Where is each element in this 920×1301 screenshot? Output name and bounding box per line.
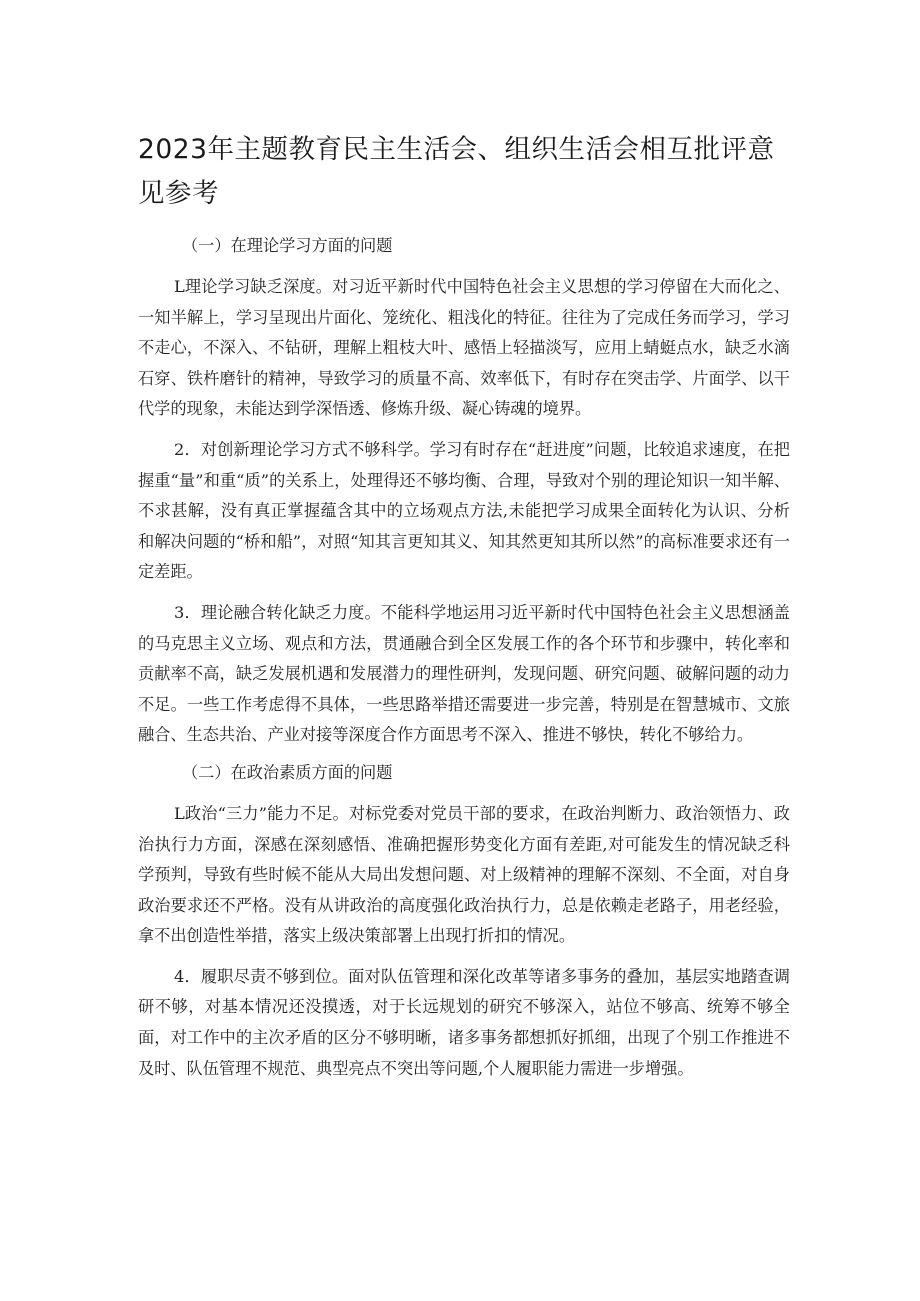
paragraph: 4．履职尽责不够到位。面对队伍管理和深化改革等诸多事务的叠加，基层实地踏查调研不够，对基本情况还没摸透，对于长远规划的研究不够深入，站位不够高、统筹不够全面，对工作中的主次矛盾的区分不够明晰，诸多事务都想抓好抓细，出现了个别工作推进不及时、队伍管理不规范、典型亮点不突出等问题,个人履职能力需进一步增强。 [138,966,790,1078]
section-heading: （一）在理论学习方面的问题 [182,236,393,255]
document-title: 2023年主题教育民主生活会、组织生活会相互批评意见参考 [138,134,775,209]
section-political-quality [138,761,790,1084]
paragraph: L理论学习缺乏深度。对习近平新时代中国特色社会主义思想的学习停留在大而化之、一知半解上，学习呈现出片面化、笼统化、粗浅化的特征。往往为了完成任务而学习，学习不走心，不深入、不钻研，理解上粗枝大叶、感悟上轻描淡写，应用上蜻蜓点水，缺乏水滴石穿、铁杵磨针的精神，导致学习的质量不高、效率低下，有时存在突击学、片面学、以干代学的现象，未能达到学深悟透、修炼升级、凝心铸魂的境界。 [138,277,790,419]
section-theory-study [138,234,790,751]
document-page [138,128,790,1094]
paragraph: L政治“三力”能力不足。对标党委对党员干部的要求，在政治判断力、政治领悟力、政治执行力方面，深感在深刻感悟、准确把握形势变化方面有差距,对可能发生的情况缺乏科学预判，导致有些时候不能从大局出发想问题、对上级精神的理解不深刻、不全面，对自身政治要求还不严格。没有从讲政治的高度强化政治执行力，总是依赖走老路子，用老经验，拿不出创造性举措，落实上级决策部署上出现打折扣的情况。 [138,803,790,946]
paragraph: 2．对创新理论学习方式不够科学。学习有时存在“赶进度”问题，比较追求速度，在把握重“量”和重“质”的关系上，处理得还不够均衡、合理，导致对个别的理论知识一知半解、不求甚解，没有真正掌握蕴含其中的立场观点方法,未能把学习成果全面转化为认识、分析和解决问题的“桥和船”，对照“知其言更知其义、知其然更知其所以然”的高标准要求还有一定差距。 [138,439,790,582]
paragraph: 3．理论融合转化缺乏力度。不能科学地运用习近平新时代中国特色社会主义思想涵盖的马克思主义立场、观点和方法，贯通融合到全区发展工作的各个环节和步骤中，转化率和贡献率不高，缺乏发展机遇和发展潜力的理性研判，发现问题、研究问题、破解问题的动力不足。一些工作考虑得不具体，一些思路举措还需要进一步完善，特别是在智慧城市、文旅融合、生态共治、产业对接等深度合作方面思考不深入、推进不够快，转化不够给力。 [138,602,790,745]
section-heading: （二）在政治素质方面的问题 [182,762,393,782]
